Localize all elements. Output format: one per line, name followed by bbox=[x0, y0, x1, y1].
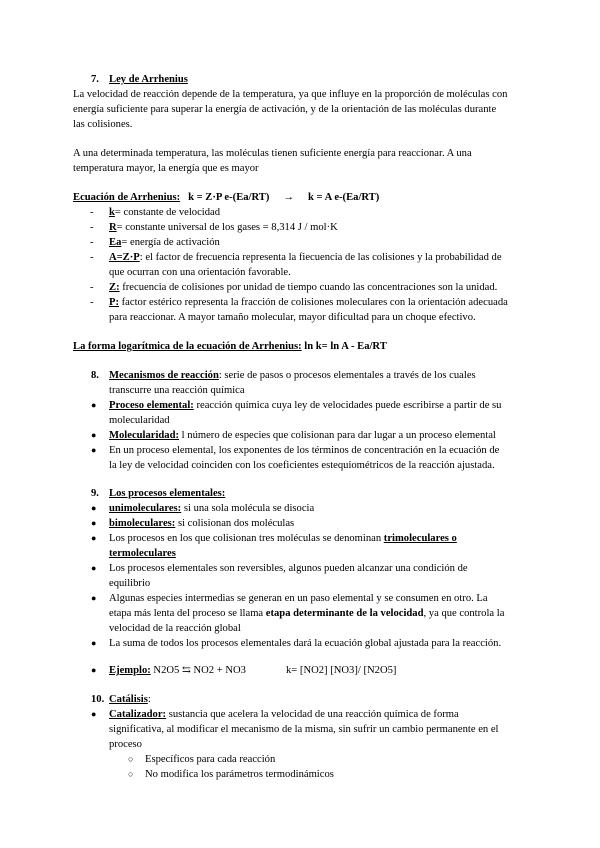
bullet-icon: ● bbox=[91, 518, 97, 528]
section-7-heading bbox=[91, 72, 188, 87]
term: A=Z·P bbox=[109, 252, 140, 263]
item-text: sustancia que acelera la velocidad de una reacción química de forma bbox=[166, 709, 459, 720]
definition-text: frecuencia de colisiones por unidad de tiempo cuando las concentraciones son la unidad. bbox=[119, 282, 498, 293]
list-item: Los procesos elementales son reversibles, algunos pueden alcanzar una condición de bbox=[109, 563, 468, 574]
term: P: bbox=[109, 297, 119, 308]
log-equation bbox=[73, 339, 387, 354]
term: bimoleculares: bbox=[109, 518, 176, 529]
bullet-icon: ● bbox=[91, 563, 97, 573]
list-item: En un proceso elemental, los exponentes de los términos de concentración en la ecuación de bbox=[109, 445, 500, 456]
definition-text: = energía de activación bbox=[121, 237, 220, 248]
definition-text: : el factor de frecuencia representa la fiecuencia de las colisiones y la probabilidad de bbox=[139, 252, 502, 263]
item-text: si colisionan dos moléculas bbox=[175, 518, 295, 529]
list-item bbox=[109, 501, 314, 516]
term: R bbox=[109, 222, 117, 233]
section-title: Catálisis bbox=[109, 694, 148, 705]
example-equation: N2O5 ⇆ NO2 + NO3 bbox=[150, 665, 246, 676]
bullet-icon: ● bbox=[91, 430, 97, 440]
section-intro-continuation: transcurre una reacción química bbox=[109, 385, 245, 396]
example bbox=[109, 663, 246, 678]
equation-label: Ecuación de Arrhenius: bbox=[73, 192, 181, 203]
item-text: Los procesos en los que colisionan tres moléculas se denominan bbox=[109, 533, 384, 544]
item-continuation: molecularidad bbox=[109, 415, 170, 426]
definition-continuation: que ocurran con una orientación favorable. bbox=[109, 267, 291, 278]
bullet-icon: ● bbox=[91, 709, 97, 719]
section-intro: : serie de pasos o procesos elementales a través de los cuales bbox=[218, 370, 476, 381]
log-formula: ln k= ln A - Ea/RT bbox=[301, 341, 387, 352]
section-number: 8. bbox=[91, 370, 99, 381]
item-continuation bbox=[109, 606, 504, 621]
bullet-icon: ● bbox=[91, 665, 97, 675]
bullet-icon: ● bbox=[91, 638, 97, 648]
bullet-icon: ● bbox=[91, 593, 97, 603]
list-item bbox=[109, 398, 501, 413]
text-line: A una determinada temperatura, las moléculas tienen suficiente energía para reaccionar. A una bbox=[73, 148, 472, 159]
item-continuation: la ley de velocidad coinciden con los coeficientes estequiométricos de la reacción ajustada. bbox=[109, 460, 495, 471]
item-continuation: proceso bbox=[109, 739, 142, 750]
term: unimoleculares: bbox=[109, 503, 182, 514]
dash-icon: - bbox=[90, 297, 94, 308]
arrhenius-equation bbox=[73, 190, 379, 205]
list-item: Algunas especies intermedias se generan en un paso elemental y se consumen en otro. La bbox=[109, 593, 488, 604]
definition-item bbox=[109, 235, 220, 250]
dash-icon: - bbox=[90, 207, 94, 218]
section-number: 10. bbox=[91, 694, 105, 705]
definition-item bbox=[109, 280, 497, 295]
equation-2: k = A e-(Ea/RT) bbox=[307, 192, 380, 203]
text: , ya que controla la bbox=[423, 608, 505, 619]
term: k bbox=[109, 207, 115, 218]
dash-icon: - bbox=[90, 252, 94, 263]
text: etapa más lenta del proceso se llama bbox=[109, 608, 266, 619]
bullet-icon: ● bbox=[91, 503, 97, 513]
dash-icon: - bbox=[90, 222, 94, 233]
item-text: l número de especies que colisionan para dar lugar a un proceso elemental bbox=[179, 430, 496, 441]
term: trimoleculares o bbox=[383, 533, 457, 544]
term: Proceso elemental: bbox=[109, 400, 194, 411]
item-text: reacción química cuya ley de velocidades puede escribirse a partir de su bbox=[193, 400, 502, 411]
term: Z: bbox=[109, 282, 120, 293]
section-8-heading bbox=[91, 368, 476, 383]
text-line: energía suficiente para superar la energía de activación, y de la orientación de las moléculas durante bbox=[73, 104, 497, 115]
section-number: 9. bbox=[91, 488, 99, 499]
circle-bullet-icon: ○ bbox=[128, 769, 134, 779]
definition-text: factor estérico representa la fracción de colisiones moleculares con la orientación adecuada bbox=[119, 297, 508, 308]
section-10-heading bbox=[91, 692, 151, 707]
bullet-icon: ● bbox=[91, 533, 97, 543]
circle-bullet-icon: ○ bbox=[128, 754, 134, 764]
bullet-icon: ● bbox=[91, 400, 97, 410]
definition-continuation: para reaccionar. A mayor tamaño molecular, mayor dificultad para un choque efectivo. bbox=[109, 312, 476, 323]
list-item bbox=[109, 707, 459, 722]
section-number: 7. bbox=[91, 74, 99, 85]
example-rate: k= [NO2] [NO3]/ [N2O5] bbox=[286, 665, 397, 676]
definition-item bbox=[109, 295, 508, 310]
colon: : bbox=[147, 694, 151, 705]
term-continuation: termoleculares bbox=[109, 548, 176, 559]
item-continuation: significativa, al modificar el mecanismo de la misma, sin sufrir un cambio permanente en el bbox=[109, 724, 499, 735]
example-label: Ejemplo: bbox=[109, 665, 151, 676]
paragraph bbox=[73, 87, 533, 132]
list-item bbox=[109, 516, 294, 531]
log-label: La forma logarítmica de la ecuación de Arrhenius: bbox=[73, 341, 302, 352]
paragraph bbox=[73, 146, 533, 176]
bullet-icon: ● bbox=[91, 445, 97, 455]
section-title: Ley de Arrhenius bbox=[109, 74, 188, 85]
term: Ea bbox=[109, 237, 122, 248]
bold-term: etapa determinante de la velocidad bbox=[265, 608, 424, 619]
term: Molecularidad: bbox=[109, 430, 180, 441]
definition-text: = constante de velocidad bbox=[114, 207, 221, 218]
equation-1: k = Z·P e-(Ea/RT) bbox=[188, 192, 270, 203]
text-line: temperatura mayor, la energía que es mayor bbox=[73, 163, 259, 174]
definition-item bbox=[109, 220, 338, 235]
section-title: Los procesos elementales: bbox=[109, 488, 226, 499]
list-item bbox=[109, 531, 457, 546]
term: Catalizador: bbox=[109, 709, 167, 720]
text-line: La velocidad de reacción depende de la temperatura, ya que influye en la proporción de moléculas con bbox=[73, 89, 508, 100]
definition-item bbox=[109, 205, 220, 220]
list-item bbox=[109, 428, 496, 443]
section-title: Mecanismos de reacción bbox=[109, 370, 219, 381]
dash-icon: - bbox=[90, 282, 94, 293]
dash-icon: - bbox=[90, 237, 94, 248]
sub-item: Específicos para cada reacción bbox=[145, 754, 276, 765]
sub-item: No modifica los parámetros termodinámicos bbox=[145, 769, 334, 780]
arrow-icon: → bbox=[283, 192, 294, 203]
definition-text: = constante universal de los gases = 8,314 J / mol·K bbox=[116, 222, 338, 233]
list-item: La suma de todos los procesos elementales dará la ecuación global ajustada para la reacción. bbox=[109, 638, 502, 649]
section-9-heading bbox=[91, 486, 225, 501]
definition-item bbox=[109, 250, 502, 265]
item-continuation: velocidad de la reacción global bbox=[109, 623, 241, 634]
text-line: las colisiones. bbox=[73, 119, 133, 130]
item-continuation: equilibrio bbox=[109, 578, 151, 589]
item-text: si una sola molécula se disocia bbox=[181, 503, 315, 514]
